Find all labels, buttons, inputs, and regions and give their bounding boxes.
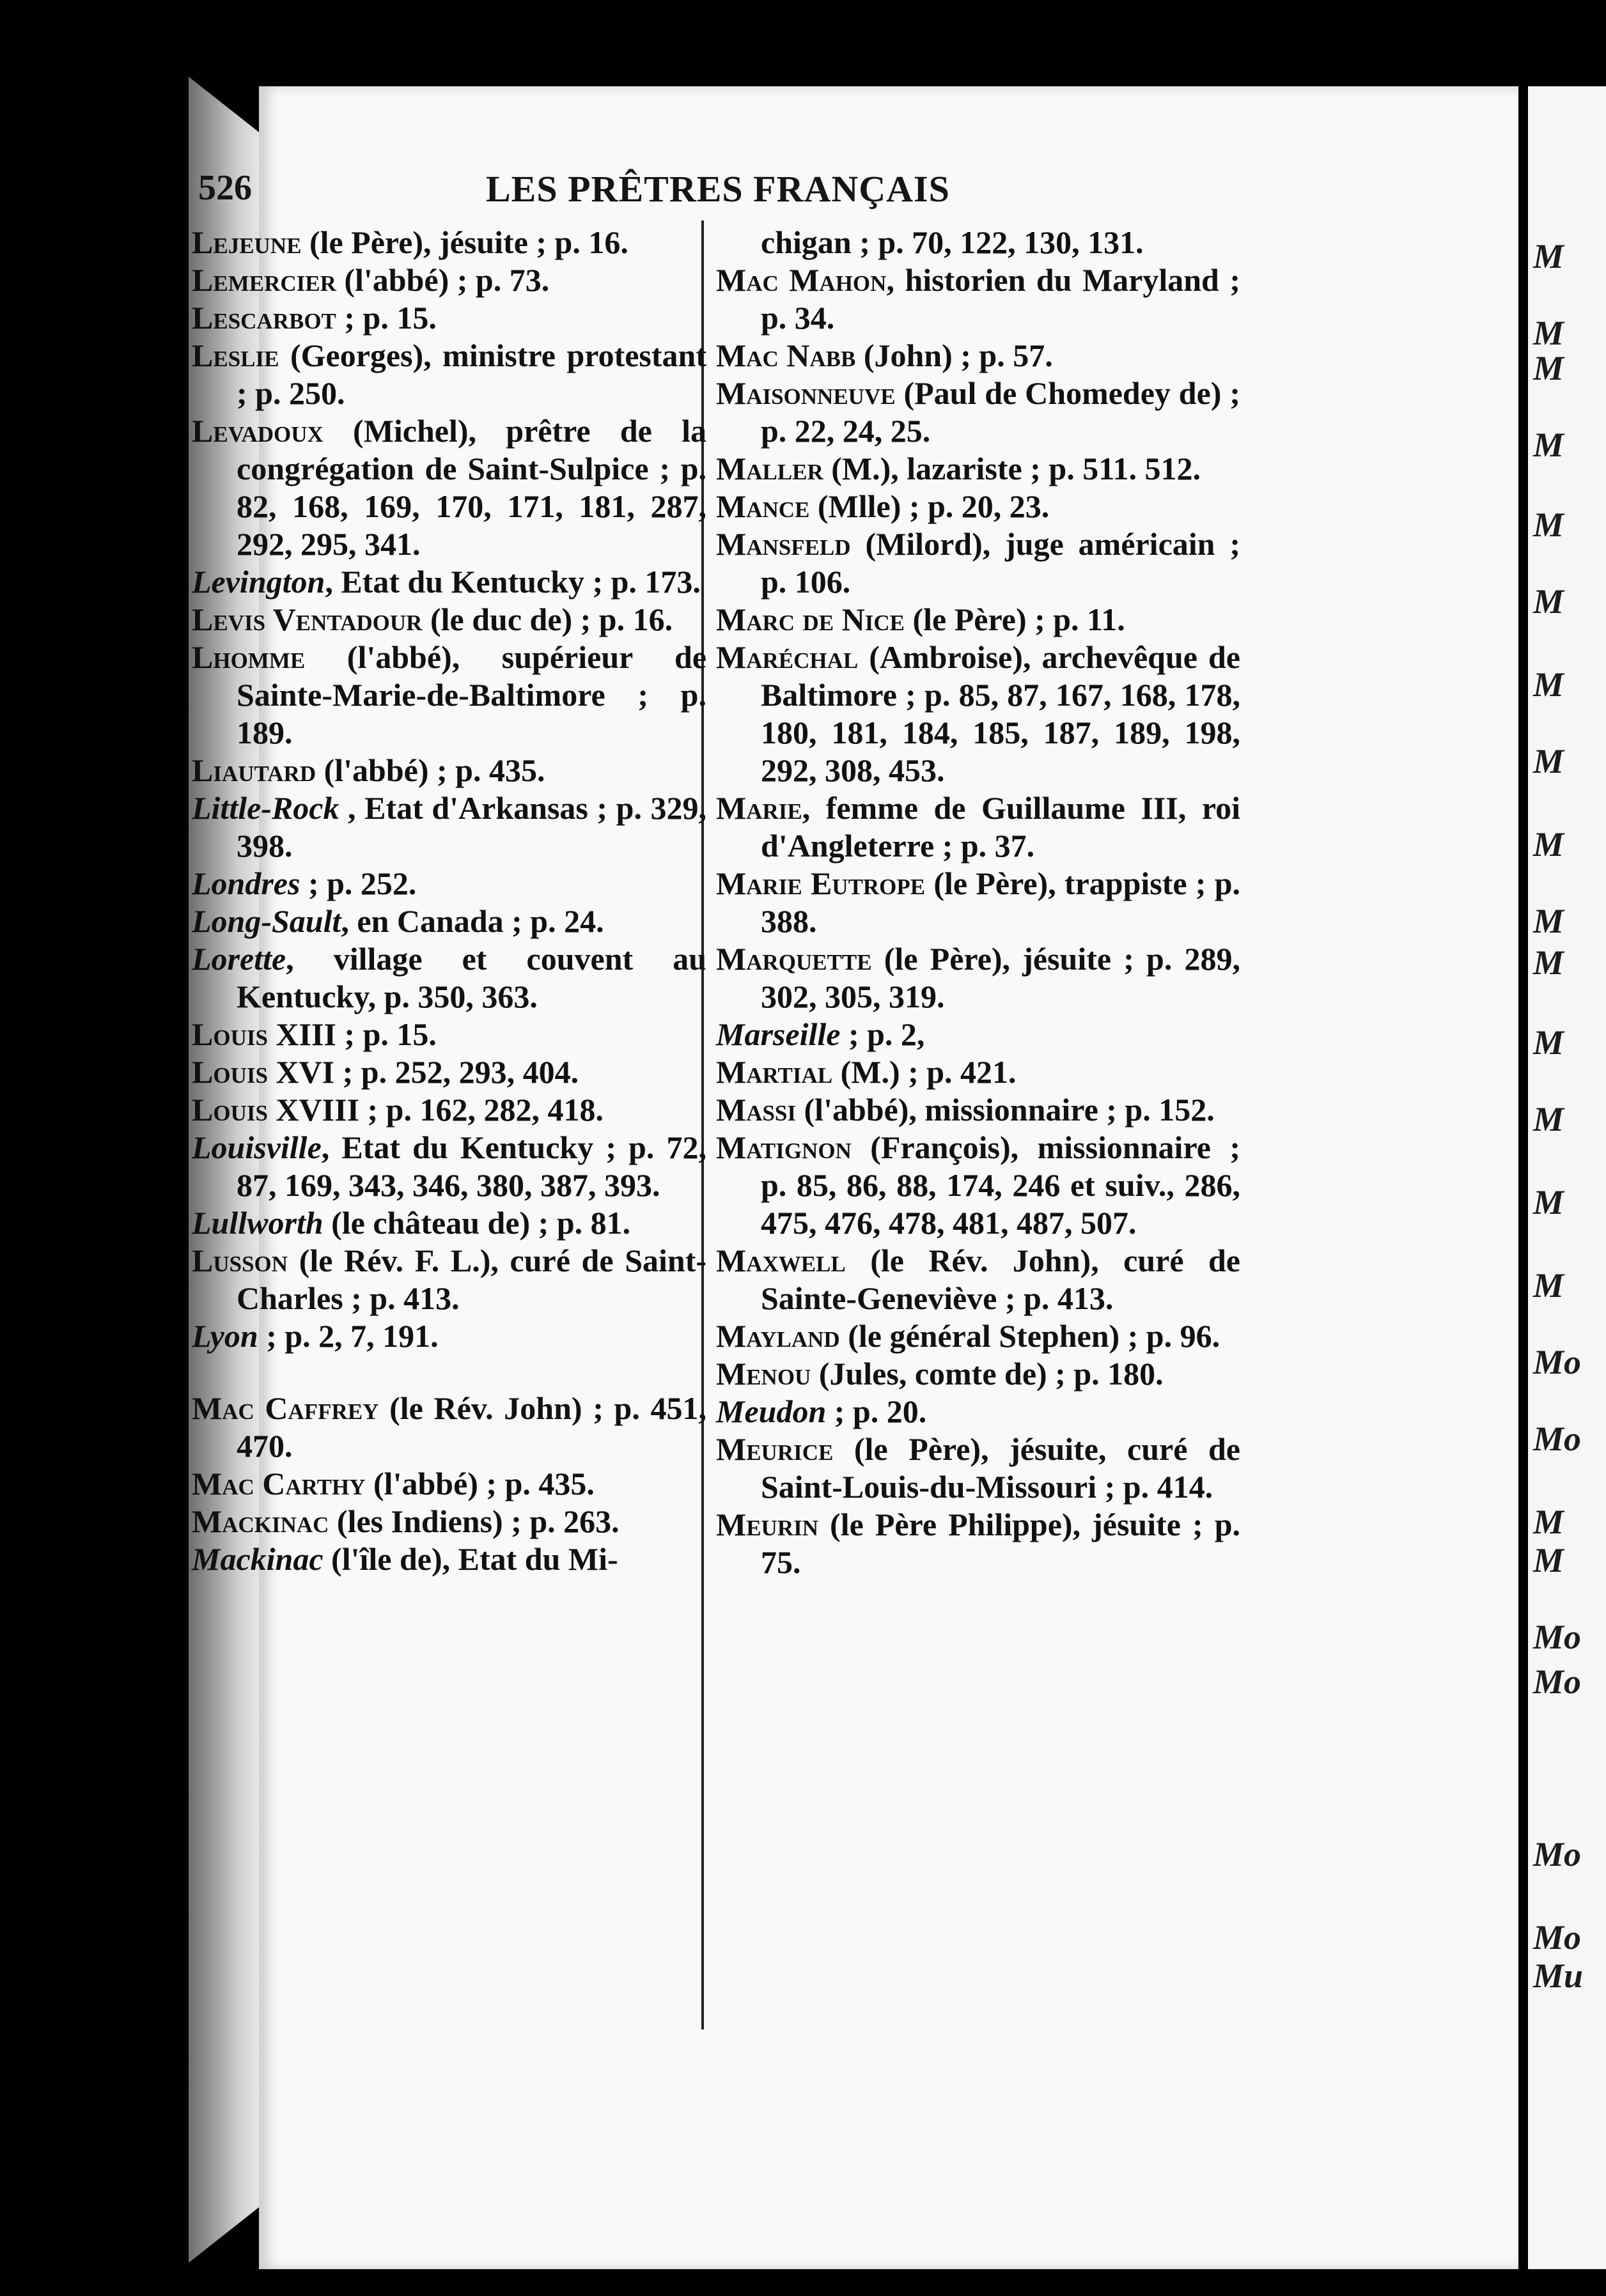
index-entry-text: (le Père Philippe), jésuite ; p. 75. bbox=[761, 1507, 1240, 1580]
index-entry bbox=[192, 1242, 706, 1317]
index-entry-text: ; p. 15. bbox=[336, 300, 437, 336]
index-entry bbox=[716, 1016, 1240, 1053]
index-entry-heading: Lullworth bbox=[192, 1205, 324, 1241]
index-entry bbox=[716, 450, 1240, 488]
index-entry-text: (Paul de Chomedey de) ; p. 22, 24, 25. bbox=[761, 375, 1240, 449]
facing-page-letter: M bbox=[1533, 1503, 1564, 1541]
index-entry-text: (le Rév. F. L.), curé de Saint-Charles ; p. 413. bbox=[237, 1243, 706, 1316]
index-entry-heading: Marseille bbox=[716, 1016, 841, 1052]
index-entry-heading: Levis Ventadour bbox=[192, 601, 423, 637]
index-entry-heading: Lusson bbox=[192, 1243, 288, 1278]
index-entry bbox=[716, 1393, 1240, 1431]
index-entry bbox=[192, 1204, 706, 1242]
index-entry-heading: Marquette bbox=[716, 941, 872, 977]
index-entry bbox=[192, 1503, 706, 1540]
index-entry bbox=[192, 1540, 706, 1578]
page-number: 526 bbox=[198, 168, 252, 208]
index-entry-heading: Lejeune bbox=[192, 224, 302, 260]
index-entry-heading: Louis XIII bbox=[192, 1016, 336, 1052]
facing-page-letter: M bbox=[1533, 1541, 1564, 1579]
index-entry bbox=[716, 525, 1240, 601]
index-entry bbox=[716, 601, 1240, 639]
index-entry-heading: Londres bbox=[192, 865, 300, 901]
index-entry-heading: Maréchal bbox=[716, 639, 859, 675]
index-entry bbox=[716, 224, 1240, 261]
facing-page-letter: M bbox=[1533, 1183, 1564, 1222]
index-entry-heading: Marie bbox=[716, 790, 802, 826]
index-entry bbox=[192, 752, 706, 789]
index-entry-heading: Mansfeld bbox=[716, 526, 851, 562]
index-entry-text: ; p. 252, 293, 404. bbox=[334, 1054, 579, 1090]
index-entry bbox=[192, 563, 706, 601]
index-entry-text: , Etat du Kentucky ; p. 72, 87, 169, 343, 346, 380, 387, 393. bbox=[237, 1129, 706, 1203]
index-entry-text: , en Canada ; p. 24. bbox=[341, 903, 604, 939]
facing-page-letter: M bbox=[1533, 1023, 1564, 1062]
index-entry-heading: Meurin bbox=[716, 1507, 818, 1542]
index-entry-text: ; p. 15. bbox=[336, 1016, 437, 1052]
index-entry bbox=[192, 639, 706, 752]
index-entry-heading: Mance bbox=[716, 488, 810, 524]
index-entry bbox=[192, 1465, 706, 1503]
index-entry-text: (le duc de) ; p. 16. bbox=[422, 601, 673, 637]
index-entry bbox=[716, 488, 1240, 525]
index-entry-heading: Louisville bbox=[192, 1129, 322, 1165]
facing-page-letter: M bbox=[1533, 426, 1564, 464]
index-entry-text: chigan ; p. 70, 122, 130, 131. bbox=[761, 224, 1144, 260]
index-entry-text: ; p. 252. bbox=[300, 865, 417, 901]
index-entry bbox=[716, 375, 1240, 450]
index-entry bbox=[716, 1242, 1240, 1317]
facing-page-letter: Mo bbox=[1533, 1343, 1582, 1381]
index-entry-text: (M.), lazariste ; p. 511. 512. bbox=[823, 451, 1201, 486]
index-entry-text: ; p. 2, bbox=[840, 1016, 925, 1052]
index-entry-text: (le Père), jésuite ; p. 16. bbox=[301, 224, 628, 260]
index-entry-text: (Georges), ministre protestant ; p. 250. bbox=[237, 337, 706, 411]
running-title: LES PRÊTRES FRANÇAIS bbox=[486, 168, 950, 210]
index-entry-text: ; p. 2, 7, 191. bbox=[258, 1318, 439, 1354]
index-entry bbox=[716, 639, 1240, 789]
index-entry bbox=[716, 1355, 1240, 1393]
facing-page-letter: M bbox=[1533, 506, 1564, 544]
index-entry-heading: Lorette bbox=[192, 941, 286, 977]
facing-page-letter: Mu bbox=[1533, 1957, 1584, 1995]
index-entry-text: (l'abbé) ; p. 73. bbox=[336, 262, 550, 298]
index-entry-heading: Mac Nabb bbox=[716, 337, 856, 373]
index-entry-text: (Michel), prêtre de la congrégation de Saint-Sulpice ; p. 82, 168, 169, 170, 171, 181, 287, 292, 295, 341. bbox=[237, 413, 706, 562]
index-entry-heading: Lyon bbox=[192, 1318, 258, 1354]
index-entry-text: , Etat du Kentucky ; p. 173. bbox=[325, 564, 701, 600]
index-entry-text: (le Père), jésuite ; p. 289, 302, 305, 319. bbox=[761, 941, 1240, 1014]
facing-page-letter: M bbox=[1533, 582, 1564, 621]
index-entry-text: (Milord), juge américain ; p. 106. bbox=[761, 526, 1240, 600]
index-entry-text: (les Indiens) ; p. 263. bbox=[329, 1503, 620, 1539]
index-entry-text: ; p. 20. bbox=[826, 1393, 927, 1429]
index-entry-heading: Marc de Nice bbox=[716, 601, 905, 637]
facing-page-fragment bbox=[1528, 86, 1606, 2269]
index-column-right bbox=[716, 224, 1240, 1581]
index-entry-text: (le Père), jésuite, curé de Saint-Louis-du-Missouri ; p. 414. bbox=[761, 1431, 1240, 1505]
index-entry bbox=[716, 1317, 1240, 1355]
index-entry-heading: Mac Mahon bbox=[716, 262, 887, 298]
facing-page-letter: M bbox=[1533, 943, 1564, 982]
facing-page-letter: M bbox=[1533, 349, 1564, 387]
index-entry-text: , femme de Guillaume III, roi d'Angleterre ; p. 37. bbox=[761, 790, 1240, 864]
index-entry bbox=[192, 1016, 706, 1053]
facing-page-letter: Mo bbox=[1533, 1835, 1582, 1873]
index-entry-heading: Maller bbox=[716, 451, 823, 486]
index-entry-text: (Jules, comte de) ; p. 180. bbox=[811, 1356, 1164, 1392]
index-entry bbox=[192, 903, 706, 940]
index-entry-text: (l'abbé) ; p. 435. bbox=[365, 1466, 595, 1501]
index-entry bbox=[716, 789, 1240, 865]
facing-page-letter: M bbox=[1533, 902, 1564, 940]
index-entry-text: , historien du Maryland ; p. 34. bbox=[761, 262, 1240, 336]
index-entry-heading: Levadoux bbox=[192, 413, 324, 449]
index-entry-text: , village et couvent au Kentucky, p. 350, 363. bbox=[237, 941, 706, 1014]
index-entry-heading: Louis XVIII bbox=[192, 1092, 360, 1128]
index-entry-text: (l'abbé), supérieur de Sainte-Marie-de-Baltimore ; p. 189. bbox=[237, 639, 706, 750]
index-entry-heading: Mackinac bbox=[192, 1503, 329, 1539]
index-entry bbox=[192, 412, 706, 563]
index-entry-heading: Mac Caffrey bbox=[192, 1390, 379, 1426]
facing-page-letter: M bbox=[1533, 314, 1564, 352]
index-entry-heading: Meurice bbox=[716, 1431, 834, 1467]
index-entry-text: (John) ; p. 57. bbox=[855, 337, 1053, 373]
facing-page-letter: M bbox=[1533, 1266, 1564, 1305]
index-entry-heading: Matignon bbox=[716, 1129, 852, 1165]
index-entry-text: (M.) ; p. 421. bbox=[832, 1054, 1017, 1090]
index-entry bbox=[192, 1091, 706, 1129]
index-entry-text: (Mlle) ; p. 20, 23. bbox=[809, 488, 1050, 524]
facing-page-letter: Mo bbox=[1533, 1618, 1582, 1656]
index-entry-text: (le général Stephen) ; p. 96. bbox=[839, 1318, 1220, 1354]
index-entry-text: (le Rév. John) ; p. 451, 470. bbox=[237, 1390, 706, 1464]
index-entry-text: (le château de) ; p. 81. bbox=[323, 1205, 631, 1241]
index-entry bbox=[192, 865, 706, 903]
index-entry-heading: Massi bbox=[716, 1092, 797, 1128]
index-entry-heading: Lemercier bbox=[192, 262, 336, 298]
index-entry-text: , Etat d'Arkansas ; p. 329, 398. bbox=[237, 790, 706, 864]
index-entry bbox=[192, 1390, 706, 1465]
index-entry bbox=[716, 337, 1240, 375]
index-entry bbox=[192, 261, 706, 299]
index-entry-text: (François), missionnaire ; p. 85, 86, 88, 174, 246 et suiv., 286, 475, 476, 478, 481, 487, 507. bbox=[761, 1129, 1240, 1241]
index-entry bbox=[716, 261, 1240, 337]
index-entry-heading: Mackinac bbox=[192, 1541, 324, 1577]
facing-page-letter: M bbox=[1533, 665, 1564, 704]
index-entry bbox=[192, 601, 706, 639]
facing-page-letter: M bbox=[1533, 742, 1564, 780]
index-entry bbox=[192, 789, 706, 865]
index-entry-heading: Mac Carthy bbox=[192, 1466, 366, 1501]
index-entry bbox=[716, 1506, 1240, 1581]
index-entry-heading: Little-Rock bbox=[192, 790, 339, 826]
index-entry bbox=[192, 299, 706, 337]
index-entry-heading: Long-Sault bbox=[192, 903, 341, 939]
index-entry-heading: Leslie bbox=[192, 337, 279, 373]
facing-page-letter: M bbox=[1533, 1100, 1564, 1138]
index-entry bbox=[716, 1431, 1240, 1506]
index-entry-heading: Maisonneuve bbox=[716, 375, 896, 411]
facing-page-letter: Mo bbox=[1533, 1918, 1582, 1957]
index-entry-heading: Martial bbox=[716, 1054, 833, 1090]
index-entry bbox=[716, 865, 1240, 940]
index-entry-text: (l'abbé), missionnaire ; p. 152. bbox=[796, 1092, 1215, 1128]
index-entry-text: (le Père) ; p. 11. bbox=[905, 601, 1125, 637]
index-entry bbox=[192, 1053, 706, 1091]
index-entry-heading: Lhomme bbox=[192, 639, 306, 675]
index-entry-text: (l'île de), Etat du Mi- bbox=[323, 1541, 618, 1577]
index-entry-heading: Levington bbox=[192, 564, 325, 600]
index-entry-heading: Meudon bbox=[716, 1393, 827, 1429]
index-entry bbox=[716, 1091, 1240, 1129]
index-entry bbox=[192, 224, 706, 261]
facing-page-letter: M bbox=[1533, 237, 1564, 275]
index-entry bbox=[192, 337, 706, 412]
index-entry bbox=[192, 1129, 706, 1204]
index-entry-text: (Ambroise), archevêque de Baltimore ; p. 85, 87, 167, 168, 178, 180, 181, 184, 185, 187, 189, 198, 292, 308, 453. bbox=[761, 639, 1240, 788]
index-entry-heading: Maxwell bbox=[716, 1243, 846, 1278]
facing-page-letter: M bbox=[1533, 825, 1564, 864]
index-entry-heading: Lescarbot bbox=[192, 300, 336, 336]
facing-page-letter: Mo bbox=[1533, 1663, 1582, 1701]
index-entry bbox=[716, 940, 1240, 1016]
index-entry-heading: Menou bbox=[716, 1356, 811, 1392]
index-column-left bbox=[192, 224, 706, 1578]
index-entry bbox=[192, 940, 706, 1016]
index-entry-text: (le Père), trappiste ; p. 388. bbox=[761, 865, 1240, 939]
facing-page-letter: Mo bbox=[1533, 1420, 1582, 1458]
index-entry-heading: Louis XVI bbox=[192, 1054, 335, 1090]
index-entry bbox=[716, 1129, 1240, 1242]
index-entry bbox=[192, 1317, 706, 1355]
index-entry-heading: Liautard bbox=[192, 752, 316, 788]
index-entry bbox=[716, 1053, 1240, 1091]
index-entry-text: (l'abbé) ; p. 435. bbox=[316, 752, 545, 788]
index-entry-text: (le Rév. John), curé de Sainte-Geneviève ; p. 413. bbox=[761, 1243, 1240, 1316]
index-entry-text: ; p. 162, 282, 418. bbox=[359, 1092, 604, 1128]
index-entry-heading: Marie Eutrope bbox=[716, 865, 926, 901]
index-entry-heading: Mayland bbox=[716, 1318, 840, 1354]
